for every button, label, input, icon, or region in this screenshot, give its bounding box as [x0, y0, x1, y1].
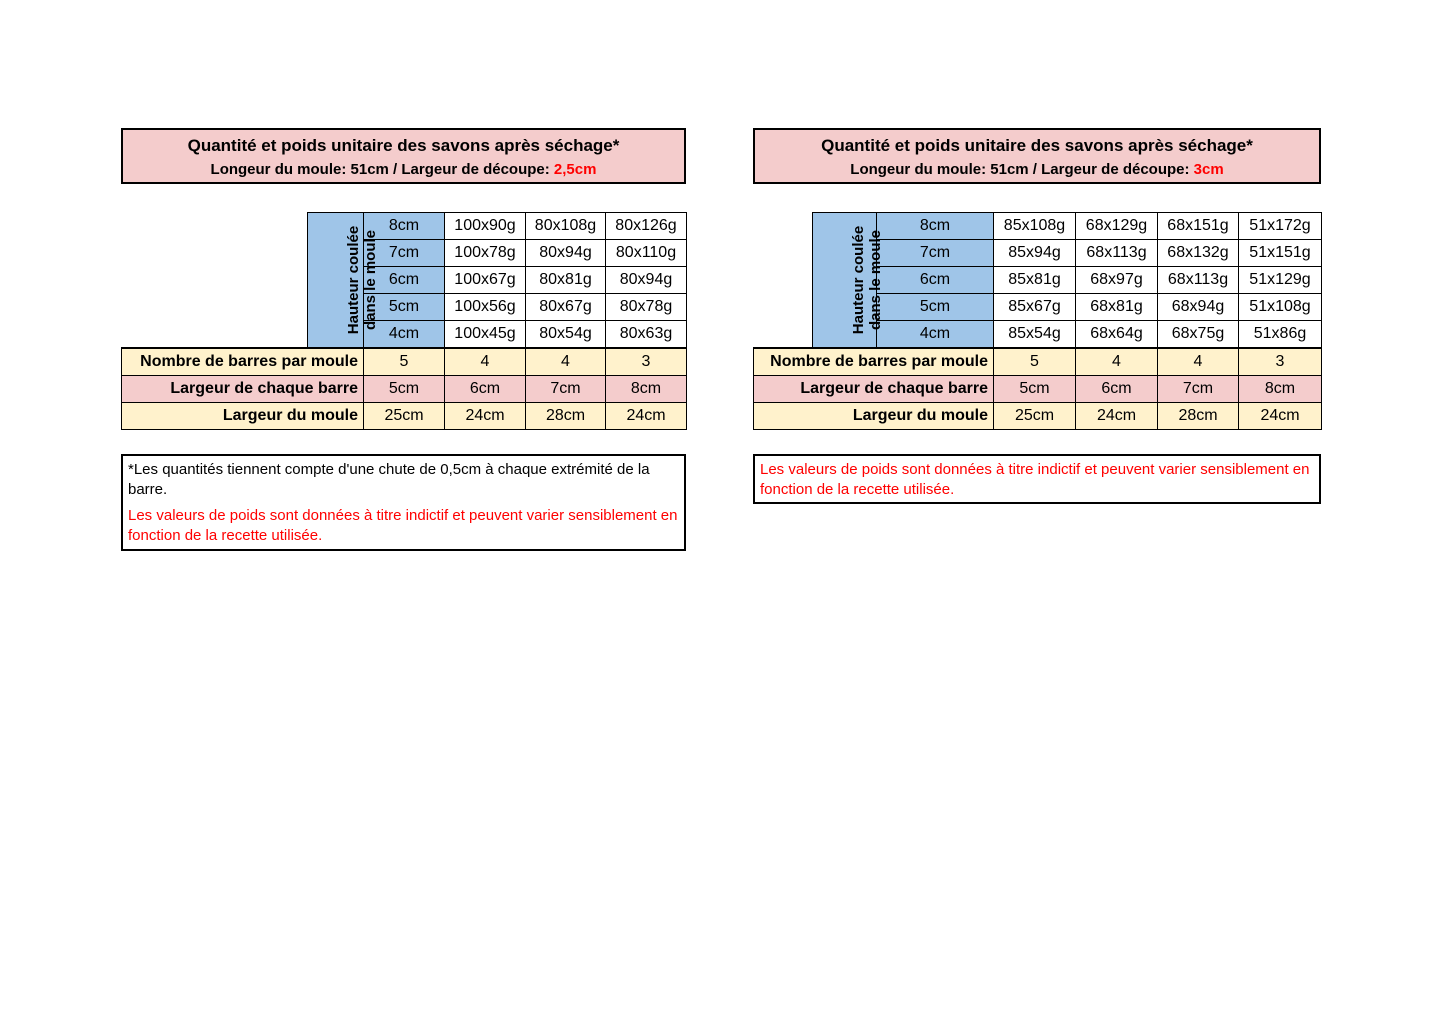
left-title-box	[121, 128, 686, 184]
quantity-weight-cell: 80x94g	[526, 240, 606, 267]
height-cell: 7cm	[877, 240, 994, 267]
quantity-weight-cell: 100x90g	[445, 213, 526, 240]
quantity-weight-cell: 100x67g	[445, 267, 526, 294]
quantity-weight-cell: 100x45g	[445, 321, 526, 349]
right-cut-width: 3cm	[1193, 161, 1224, 178]
quantity-weight-cell: 100x56g	[445, 294, 526, 321]
height-cell: 8cm	[364, 213, 445, 240]
quantity-weight-cell: 85x54g	[994, 321, 1076, 349]
bar-width-cell: 6cm	[445, 376, 526, 403]
row-label: Nombre de barres par moule	[754, 348, 994, 376]
bar-width-cell: 7cm	[526, 376, 606, 403]
bars-count-cell: 5	[994, 348, 1076, 376]
row-label: Nombre de barres par moule	[122, 348, 364, 376]
quantity-weight-cell: 100x78g	[445, 240, 526, 267]
bar-width-row	[122, 376, 687, 403]
bar-width-cell: 5cm	[364, 376, 445, 403]
note-red: Les valeurs de poids sont données à titre indictif et peuvent varier sensiblement en fonction de la recette utilisée.	[128, 507, 678, 544]
mould-width-cell: 25cm	[994, 403, 1076, 430]
row-label: Largeur du moule	[754, 403, 994, 430]
quantity-weight-cell: 68x94g	[1158, 294, 1239, 321]
bars-count-cell: 4	[1076, 348, 1158, 376]
height-vertical-label: Hauteur coulée dans le moule	[308, 213, 364, 349]
quantity-weight-cell: 80x78g	[606, 294, 687, 321]
quantity-weight-cell: 80x110g	[606, 240, 687, 267]
quantity-weight-cell: 85x67g	[994, 294, 1076, 321]
height-cell: 8cm	[877, 213, 994, 240]
mould-width-row	[122, 403, 687, 430]
quantity-weight-cell: 51x86g	[1239, 321, 1322, 349]
row-label: Largeur de chaque barre	[754, 376, 994, 403]
right-title: Quantité et poids unitaire des savons après séchage*	[821, 136, 1253, 155]
bars-count-cell: 5	[364, 348, 445, 376]
mould-width-cell: 25cm	[364, 403, 445, 430]
left-cut-width: 2,5cm	[553, 161, 597, 178]
height-cell: 4cm	[364, 321, 445, 349]
note-black: *Les quantités tiennent compte d'une chute de 0,5cm à chaque extrémité de la barre.	[128, 461, 650, 498]
height-cell: 7cm	[364, 240, 445, 267]
mould-width-cell: 24cm	[445, 403, 526, 430]
row-label: Largeur du moule	[122, 403, 364, 430]
table-row	[122, 213, 687, 240]
quantity-weight-cell: 51x129g	[1239, 267, 1322, 294]
mould-width-cell: 24cm	[1239, 403, 1322, 430]
left-title: Quantité et poids unitaire des savons après séchage*	[187, 136, 620, 155]
bar-width-row	[754, 376, 1322, 403]
mould-width-cell: 28cm	[526, 403, 606, 430]
quantity-weight-cell: 51x108g	[1239, 294, 1322, 321]
right-subtitle	[755, 161, 1319, 179]
bars-count-row	[122, 348, 687, 376]
left-subtitle-prefix: Longeur du moule: 51cm / Largeur de découpe:	[210, 161, 554, 178]
height-cell: 6cm	[364, 267, 445, 294]
left-note-box	[121, 454, 686, 551]
quantity-weight-cell: 80x67g	[526, 294, 606, 321]
quantity-weight-cell: 80x54g	[526, 321, 606, 349]
bars-count-cell: 4	[1158, 348, 1239, 376]
bar-width-cell: 6cm	[1076, 376, 1158, 403]
bar-width-cell: 5cm	[994, 376, 1076, 403]
quantity-weight-cell: 68x151g	[1158, 213, 1239, 240]
quantity-weight-cell: 68x113g	[1076, 240, 1158, 267]
bars-count-cell: 4	[526, 348, 606, 376]
bar-width-cell: 8cm	[606, 376, 687, 403]
right-title-box	[753, 128, 1321, 184]
height-cell: 4cm	[877, 321, 994, 349]
height-cell: 5cm	[364, 294, 445, 321]
quantity-weight-cell: 51x151g	[1239, 240, 1322, 267]
quantity-weight-cell: 80x108g	[526, 213, 606, 240]
quantity-weight-cell: 85x81g	[994, 267, 1076, 294]
bar-width-cell: 7cm	[1158, 376, 1239, 403]
quantity-weight-cell: 68x75g	[1158, 321, 1239, 349]
quantity-weight-cell: 80x81g	[526, 267, 606, 294]
quantity-weight-cell: 68x132g	[1158, 240, 1239, 267]
table-row	[754, 213, 1322, 240]
left-table	[121, 212, 687, 430]
quantity-weight-cell: 80x126g	[606, 213, 687, 240]
quantity-weight-cell: 68x64g	[1076, 321, 1158, 349]
quantity-weight-cell: 85x108g	[994, 213, 1076, 240]
right-note-box	[753, 454, 1321, 504]
height-cell: 5cm	[877, 294, 994, 321]
bars-count-cell: 4	[445, 348, 526, 376]
quantity-weight-cell: 68x97g	[1076, 267, 1158, 294]
quantity-weight-cell: 80x94g	[606, 267, 687, 294]
bar-width-cell: 8cm	[1239, 376, 1322, 403]
bars-count-row	[754, 348, 1322, 376]
quantity-weight-cell: 51x172g	[1239, 213, 1322, 240]
quantity-weight-cell: 68x129g	[1076, 213, 1158, 240]
height-cell: 6cm	[877, 267, 994, 294]
note-red: Les valeurs de poids sont données à titre indictif et peuvent varier sensiblement en fonction de la recette utilisée.	[760, 461, 1310, 498]
height-vertical-label: Hauteur coulée dans le moule	[813, 213, 877, 349]
mould-width-cell: 24cm	[606, 403, 687, 430]
quantity-weight-cell: 80x63g	[606, 321, 687, 349]
right-table	[753, 212, 1322, 430]
right-subtitle-prefix: Longeur du moule: 51cm / Largeur de découpe:	[850, 161, 1194, 178]
quantity-weight-cell: 85x94g	[994, 240, 1076, 267]
bars-count-cell: 3	[1239, 348, 1322, 376]
row-label: Largeur de chaque barre	[122, 376, 364, 403]
left-subtitle	[123, 161, 684, 179]
quantity-weight-cell: 68x113g	[1158, 267, 1239, 294]
bars-count-cell: 3	[606, 348, 687, 376]
mould-width-cell: 28cm	[1158, 403, 1239, 430]
mould-width-cell: 24cm	[1076, 403, 1158, 430]
quantity-weight-cell: 68x81g	[1076, 294, 1158, 321]
mould-width-row	[754, 403, 1322, 430]
